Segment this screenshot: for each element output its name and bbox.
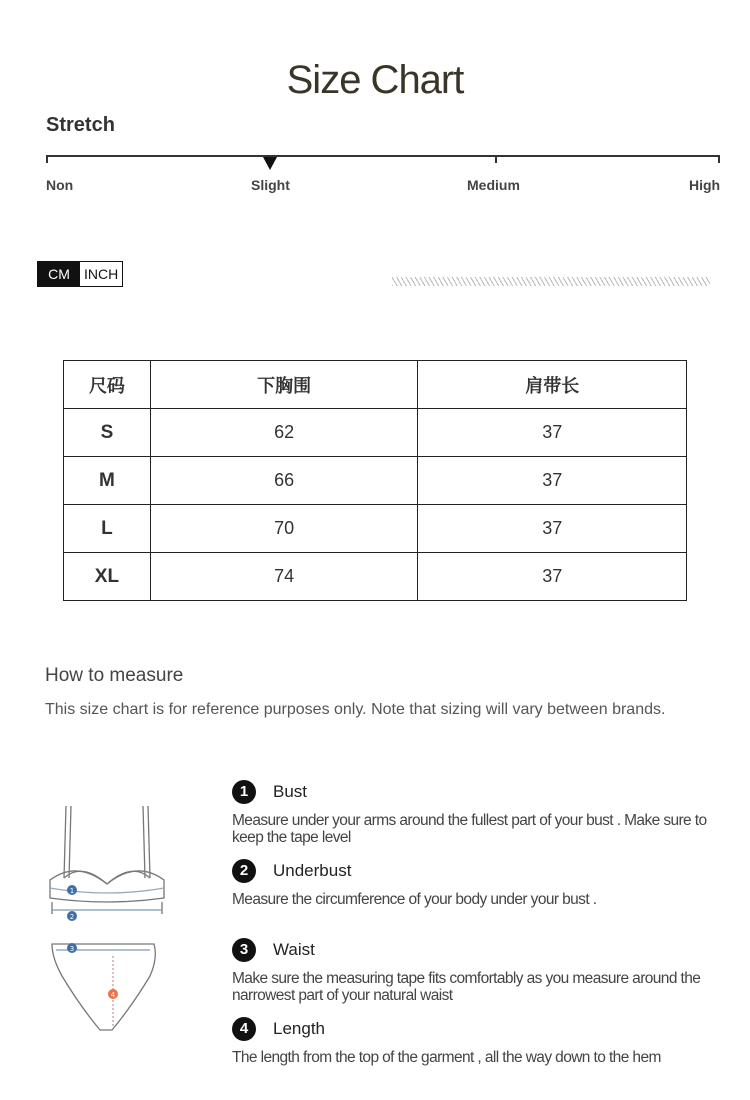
table-row — [64, 457, 687, 505]
garment-illustration — [42, 798, 172, 1038]
measure-bust — [232, 780, 722, 846]
strap-length-cell: 37 — [418, 457, 687, 505]
size-cell: XL — [64, 553, 151, 601]
header-strap-length: 肩带长 — [418, 361, 687, 409]
size-table — [63, 360, 687, 601]
unit-inch-button[interactable]: INCH — [80, 262, 122, 286]
measure-description: Measure under your arms around the fullest part of your bust . Make sure to keep the tape level — [232, 812, 707, 846]
stretch-marker-icon — [263, 157, 277, 170]
briefs-illustration — [52, 944, 155, 1030]
measure-description: Measure the circumference of your body under your bust . — [232, 891, 597, 908]
underbust-cell: 74 — [150, 553, 418, 601]
measure-marker-4 — [108, 989, 118, 999]
how-to-measure-heading: How to measure — [45, 665, 184, 686]
measure-description: Make sure the measuring tape fits comfortably as you measure around the narrowest part of your natural waist — [232, 970, 701, 1004]
measure-marker-3 — [67, 943, 77, 953]
measure-length — [232, 1017, 722, 1066]
stretch-level-high: High — [689, 177, 721, 193]
size-cell: L — [64, 505, 151, 553]
unit-cm-button[interactable]: CM — [38, 262, 80, 286]
number-badge-icon: 4 — [232, 1017, 256, 1041]
underbust-cell: 62 — [150, 409, 418, 457]
measure-underbust — [232, 859, 722, 908]
page-title: Size Chart — [286, 58, 464, 102]
stretch-scale-line — [46, 155, 720, 157]
number-badge-icon: 2 — [232, 859, 256, 883]
measure-name: Underbust — [273, 861, 352, 880]
size-cell: S — [64, 409, 151, 457]
bra-illustration — [50, 806, 164, 914]
measure-name: Bust — [273, 782, 308, 801]
stretch-tick-non — [46, 155, 48, 163]
stretch-heading: Stretch — [46, 114, 115, 136]
stretch-tick-high — [718, 155, 720, 163]
size-cell: M — [64, 457, 151, 505]
header-underbust: 下胸围 — [150, 361, 418, 409]
unit-toggle — [37, 261, 123, 287]
decorative-hatch — [392, 277, 710, 286]
measure-waist — [232, 938, 722, 1004]
measure-name: Length — [273, 1019, 325, 1038]
measure-marker-2 — [67, 911, 77, 921]
number-badge-icon: 1 — [232, 780, 256, 804]
measure-marker-1 — [67, 885, 77, 895]
underbust-cell: 70 — [150, 505, 418, 553]
stretch-level-slight: Slight — [251, 177, 290, 193]
marker-2-label: 2 — [69, 913, 75, 921]
marker-3-label: 3 — [69, 945, 75, 953]
stretch-tick-medium — [495, 155, 497, 163]
reference-note: This size chart is for reference purposes only. Note that sizing will vary between brands. — [45, 701, 666, 718]
table-row — [64, 409, 687, 457]
strap-length-cell: 37 — [418, 505, 687, 553]
strap-length-cell: 37 — [418, 409, 687, 457]
marker-1-label: 1 — [69, 887, 75, 895]
table-row — [64, 505, 687, 553]
strap-length-cell: 37 — [418, 553, 687, 601]
number-badge-icon: 3 — [232, 938, 256, 962]
header-size: 尺码 — [64, 361, 151, 409]
measure-description: The length from the top of the garment , all the way down to the hem — [232, 1049, 661, 1066]
table-header-row — [64, 361, 687, 409]
measure-name: Waist — [273, 940, 315, 959]
table-row — [64, 553, 687, 601]
stretch-level-non: Non — [46, 177, 74, 193]
stretch-level-medium: Medium — [467, 177, 520, 193]
marker-4-label: 4 — [110, 991, 116, 999]
underbust-cell: 66 — [150, 457, 418, 505]
